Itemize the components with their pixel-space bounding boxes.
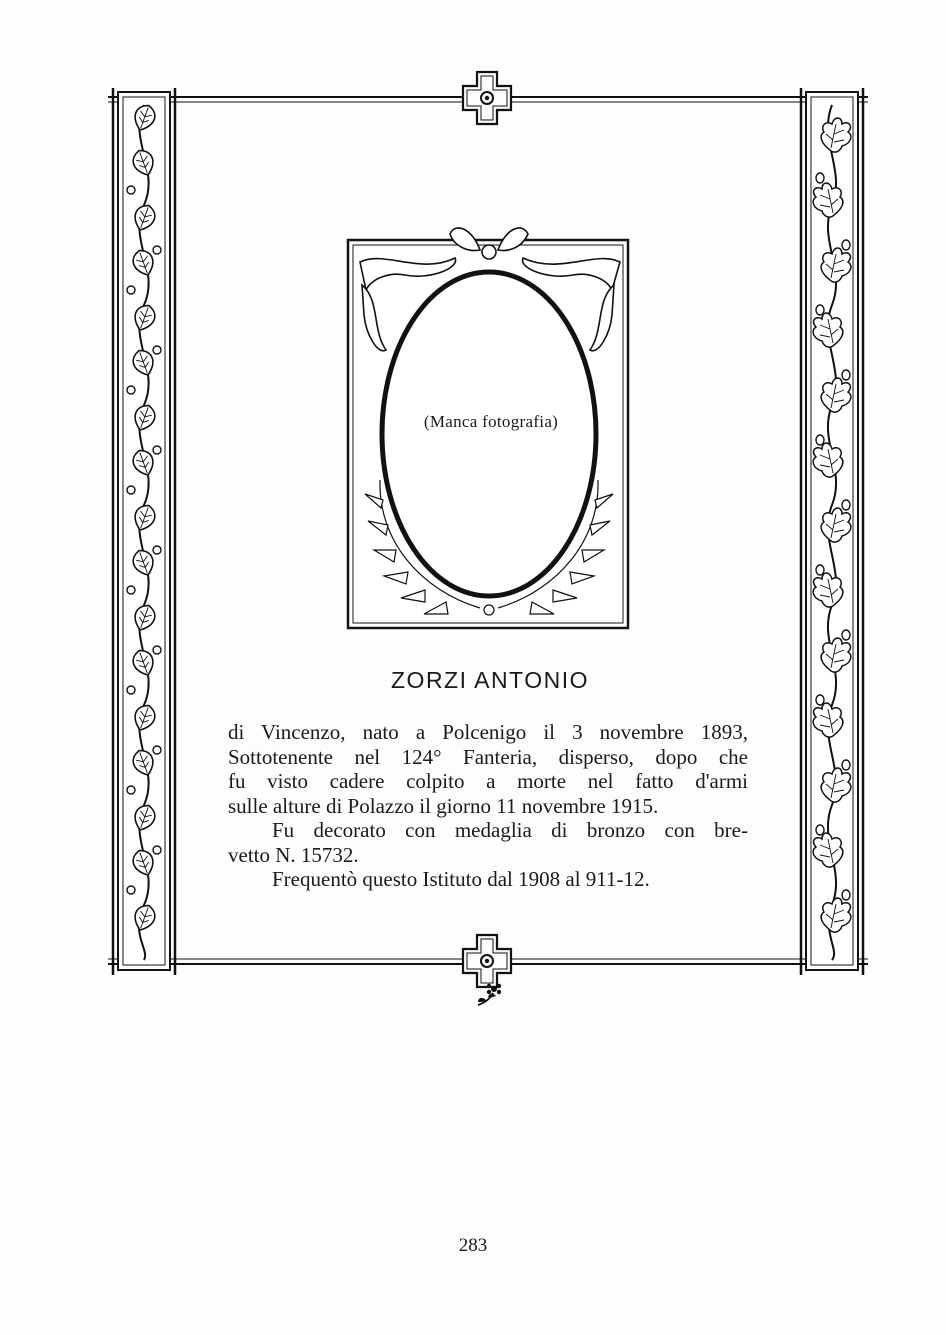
person-name-heading: ZORZI ANTONIO xyxy=(391,667,589,693)
biography-line: Frequentò questo Istituto dal 1908 al 911-12. xyxy=(272,867,650,891)
biography-line: di Vincenzo, nato a Polcenigo il 3 novembre 1893, xyxy=(228,720,748,744)
bottom-cross-ornament xyxy=(463,935,511,987)
photo-missing-caption: (Manca fotografia) xyxy=(423,412,559,431)
biography-line: vetto N. 15732. xyxy=(228,842,359,867)
left-leaf-vine-border xyxy=(113,88,175,975)
top-cross-ornament xyxy=(463,72,511,124)
biography-line: Sottotenente nel 124° Fanteria, disperso, dopo che xyxy=(228,744,748,769)
biography-text xyxy=(228,720,748,892)
biography-line: fu visto cadere colpito a morte nel fatto d'armi xyxy=(228,769,748,793)
page-number: 283 xyxy=(458,1235,488,1256)
biography-line: sulle alture di Polazzo il giorno 11 novembre 1915. xyxy=(228,793,659,818)
right-oak-leaf-border xyxy=(801,88,863,975)
biography-line: Fu decorato con medaglia di bronzo con bre- xyxy=(272,818,748,842)
photo-oval xyxy=(382,272,596,596)
